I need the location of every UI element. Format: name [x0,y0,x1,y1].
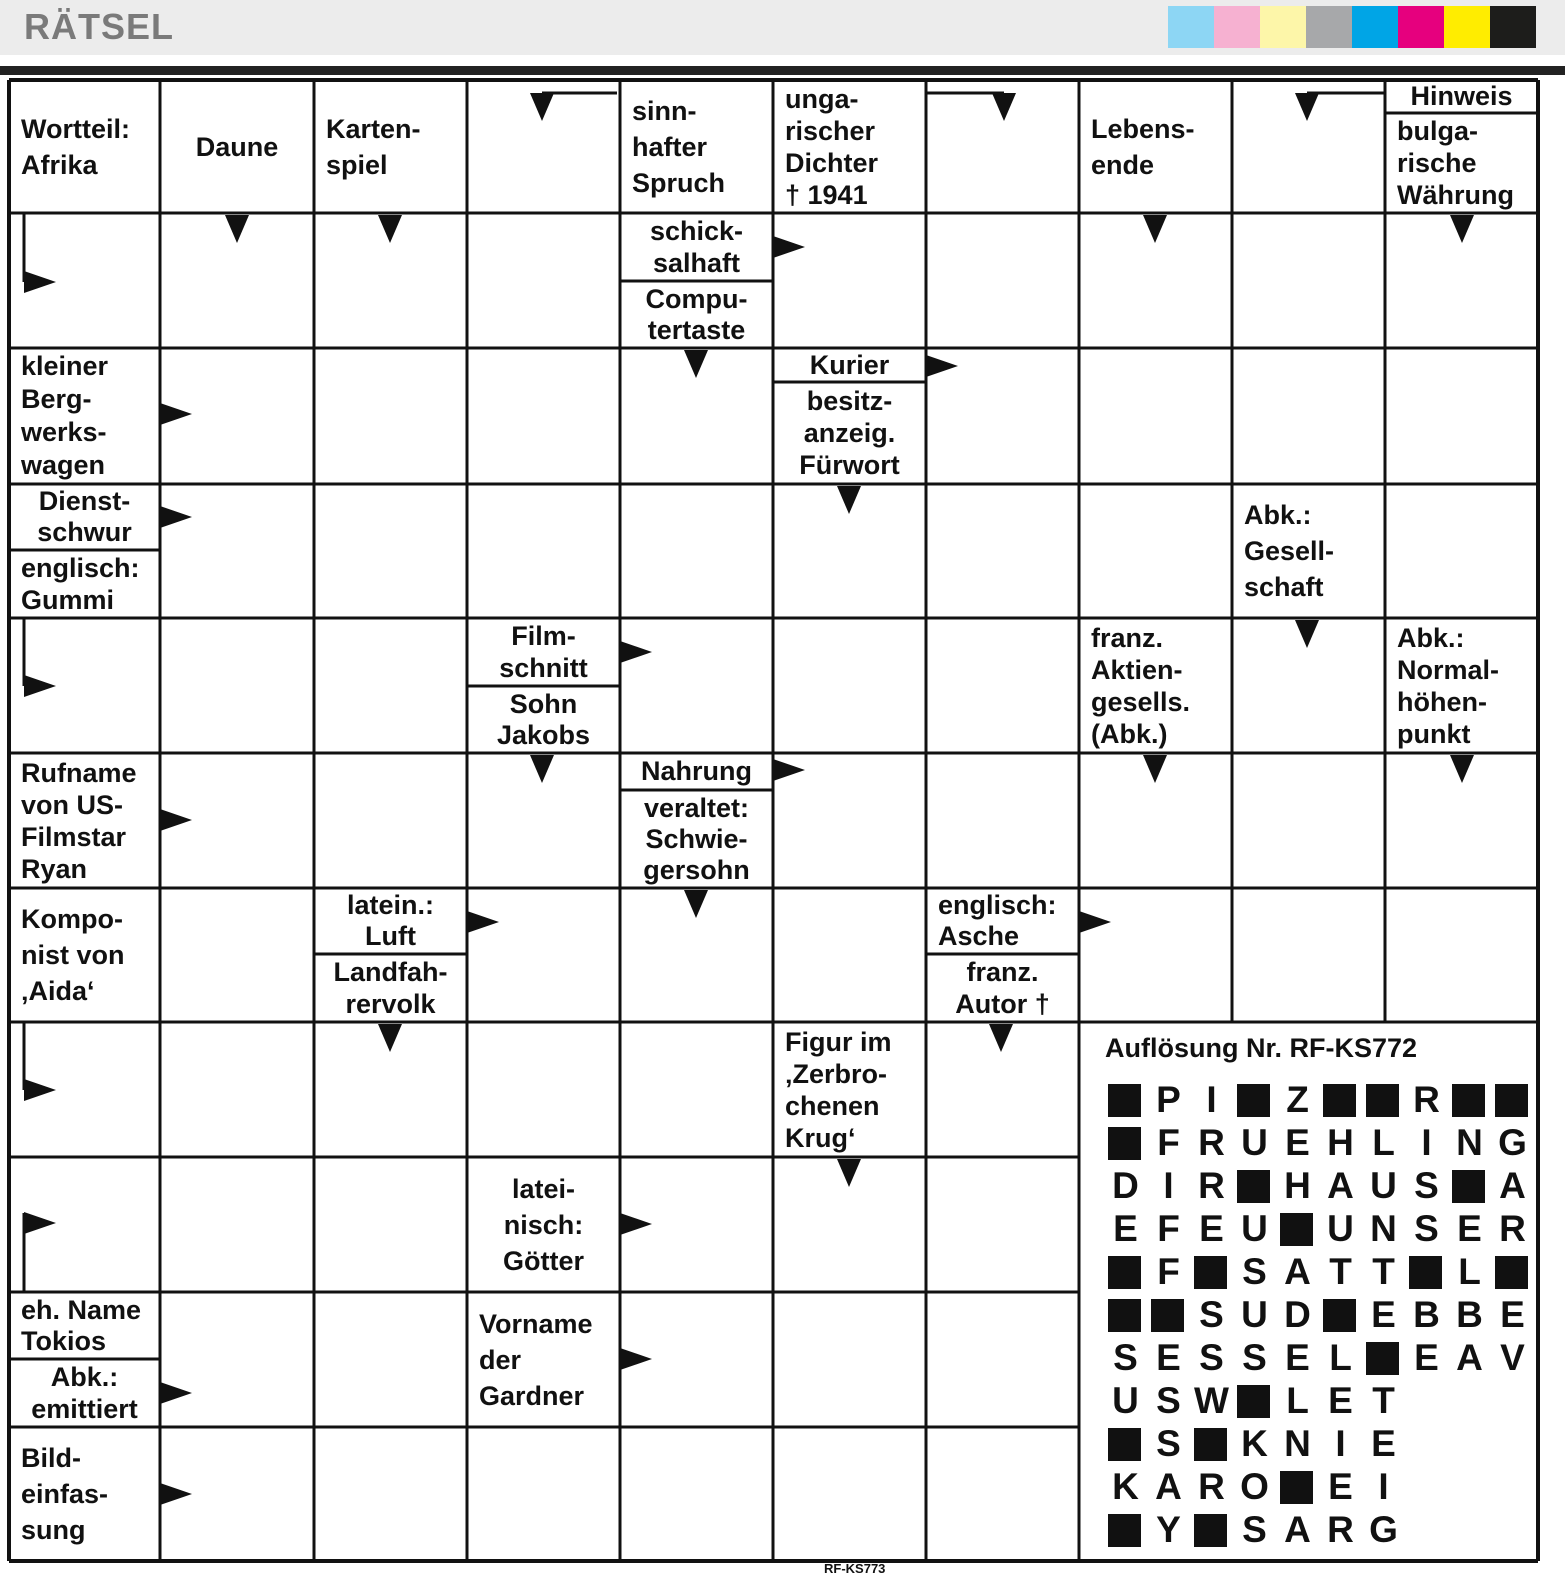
solution-block [1405,1252,1448,1292]
clue-text: Vorname der Gardner [479,1308,593,1411]
solution-block [1190,1424,1233,1464]
solution-letter: R [1327,1509,1354,1550]
black-square-icon [1280,1471,1313,1504]
arrow-down-icon [1295,620,1319,648]
solution-letter: S [1199,1294,1224,1335]
clue-text: englisch: Asche [938,890,1057,951]
arrow-right-icon [160,1382,192,1404]
solution-letter: D [1112,1165,1139,1206]
solution-letter: S [1156,1423,1181,1464]
clue-text: Lebens- ende [1091,113,1195,180]
solution-letter: I [1335,1423,1346,1464]
clue-text: eh. Name Tokios [21,1294,142,1356]
solution-letter: T [1329,1251,1352,1292]
solution-letter: E [1457,1208,1482,1249]
solution-letter: A [1155,1466,1182,1507]
arrow-down-icon [1143,215,1167,243]
solution-letter: U [1241,1122,1268,1163]
solution-block [1104,1252,1147,1292]
solution-block [1104,1295,1147,1335]
clue-text: Dienst- schwur [37,486,132,547]
arrow-right-icon [24,675,56,697]
black-square-icon [1237,1170,1270,1203]
solution-letter: S [1242,1251,1267,1292]
black-square-icon [1237,1084,1270,1117]
solution-row [1104,1467,1405,1507]
solution-letter: I [1206,1079,1217,1120]
black-square-icon [1366,1084,1399,1117]
clue-text: Landfah- rervolk [333,957,448,1019]
solution-letter: E [1285,1337,1310,1378]
solution-letter: E [1328,1380,1353,1421]
solution-letter: A [1284,1509,1311,1550]
black-square-icon [1495,1084,1528,1117]
arrow-down-icon [1143,755,1167,783]
arrow-down-icon [1295,93,1319,121]
clue-text: kleiner Berg- werks- wagen [21,351,109,480]
solution-letter: L [1329,1337,1352,1378]
arrow-down-icon [837,1159,861,1187]
black-square-icon [1323,1299,1356,1332]
solution-row [1104,1424,1405,1464]
solution-letter: R [1413,1079,1440,1120]
clue-text: unga- rischer Dichter † 1941 [785,83,879,210]
clue-text: Abk.: Gesell- schaft [1244,500,1335,602]
clue-text: Figur im ‚Zerbro- chenen Krug‘ [785,1026,892,1153]
clue-text: latein.: Luft [346,890,434,951]
solution-letter: O [1240,1466,1269,1507]
clue-text: Kurier [809,350,890,380]
solution-title: Auflösung Nr. RF-KS772 [1105,1033,1418,1063]
solution-letter: B [1413,1294,1440,1335]
clue-text: Daune [195,131,279,162]
solution-block [1362,1338,1405,1378]
clue-text: Karten- spiel [326,113,421,180]
solution-row [1104,1252,1534,1292]
clue-text: veraltet: Schwie- gersohn [643,792,750,885]
clue-text: Wortteil: Afrika [21,113,130,180]
black-square-icon [1108,1084,1141,1117]
solution-block [1276,1209,1319,1249]
solution-letter: H [1327,1122,1354,1163]
solution-letter: R [1198,1122,1225,1163]
black-square-icon [1194,1256,1227,1289]
solution-letter: W [1194,1380,1229,1421]
arrow-down-icon [684,890,708,918]
clue-text: Film- schnitt [499,621,588,683]
solution-row [1104,1510,1405,1550]
solution-letter: R [1198,1466,1225,1507]
clue-text: Rufname von US- Filmstar Ryan [21,757,137,884]
arrow-right-icon [24,1212,56,1234]
arrow-down-icon [225,215,249,243]
clue-text: Sohn Jakobs [496,688,591,750]
arrow-right-icon [24,271,56,293]
solution-block [1448,1166,1491,1206]
solution-block [1276,1467,1319,1507]
arrow-down-icon [684,350,708,378]
solution-letter: N [1456,1122,1483,1163]
clue-text: franz. Aktien- gesells. (Abk.) [1091,622,1191,749]
arrow-down-icon [1450,755,1474,783]
solution-letter: S [1113,1337,1138,1378]
clue-text: latei- nisch: Götter [503,1173,584,1276]
solution-row [1104,1166,1534,1206]
clue-text: schick- salhaft [649,216,744,278]
black-square-icon [1108,1299,1141,1332]
solution-letter: A [1284,1251,1311,1292]
arrow-right-icon [620,1348,652,1370]
solution-letter: A [1499,1165,1526,1206]
solution-letter: K [1112,1466,1139,1507]
arrow-down-icon [837,486,861,514]
solution-block [1147,1295,1190,1335]
arrow-down-icon [530,93,554,121]
arrow-right-icon [926,355,958,377]
solution-letter: F [1157,1208,1180,1249]
arrow-right-icon [620,641,652,663]
solution-letter: F [1157,1122,1180,1163]
solution-letter: H [1284,1165,1311,1206]
solution-letter: G [1498,1122,1527,1163]
clue-text: Kompo- nist von ‚Aida‘ [21,904,125,1006]
solution-letter: L [1286,1380,1309,1421]
solution-letter: U [1241,1208,1268,1249]
solution-letter: D [1284,1294,1311,1335]
page-title: RÄTSEL [24,6,174,47]
clue-text: Bild- einfas- sung [21,1443,109,1545]
black-square-icon [1108,1256,1141,1289]
black-square-icon [1409,1256,1442,1289]
solution-letter: A [1327,1165,1354,1206]
clue-text: Nahrung [641,756,752,786]
solution-block [1104,1080,1147,1120]
black-square-icon [1323,1084,1356,1117]
solution-block [1319,1295,1362,1335]
solution-letter: P [1156,1079,1181,1120]
black-square-icon [1495,1256,1528,1289]
solution-letter: I [1378,1466,1389,1507]
arrow-down-icon [530,755,554,783]
black-square-icon [1108,1127,1141,1160]
black-square-icon [1194,1428,1227,1461]
solution-block [1491,1080,1534,1120]
arrow-right-icon [24,1079,56,1101]
arrow-down-icon [992,93,1016,121]
solution-letter: S [1242,1509,1267,1550]
clue-text: sinn- hafter Spruch [632,95,726,198]
arrow-right-icon [1079,911,1111,933]
solution-row [1104,1209,1534,1249]
solution-letter: E [1371,1294,1396,1335]
clue-text: Compu- tertaste [645,283,748,345]
clue-text: Abk.: Normal- höhen- punkt [1397,622,1500,749]
solution-letter: N [1284,1423,1311,1464]
black-square-icon [1108,1428,1141,1461]
solution-letter: N [1370,1208,1397,1249]
clue-text: franz. Autor † [955,957,1050,1019]
solution-letter: S [1242,1337,1267,1378]
black-square-icon [1151,1299,1184,1332]
arrow-down-icon [1450,215,1474,243]
solution-letter: T [1372,1380,1395,1421]
solution-letter: R [1198,1165,1225,1206]
solution-block [1233,1166,1276,1206]
solution-letter: Y [1156,1509,1181,1550]
solution-letter: E [1328,1466,1353,1507]
arrow-right-icon [160,403,192,425]
clue-text: Abk.: emittiert [31,1362,138,1424]
solution-block [1448,1080,1491,1120]
solution-letter: B [1456,1294,1483,1335]
black-square-icon [1237,1385,1270,1418]
solution-letter: U [1370,1165,1397,1206]
solution-letter: E [1285,1122,1310,1163]
solution-letter: E [1371,1423,1396,1464]
arrow-right-icon [620,1213,652,1235]
solution-letter: U [1327,1208,1354,1249]
solution-row [1104,1295,1534,1335]
arrow-right-icon [773,759,805,781]
solution-letter: L [1458,1251,1481,1292]
solution-row [1104,1123,1534,1163]
clue-text: bulga- rische Währung [1397,116,1514,210]
black-square-icon [1452,1084,1485,1117]
solution-letter: E [1500,1294,1525,1335]
arrow-down-icon [989,1024,1013,1052]
solution-block [1491,1252,1534,1292]
black-square-icon [1452,1170,1485,1203]
solution-block [1190,1252,1233,1292]
arrow-down-icon [378,215,402,243]
black-square-icon [1194,1514,1227,1547]
solution-block [1104,1424,1147,1464]
clue-text: Hinweis [1410,81,1513,111]
solution-letter: I [1421,1122,1432,1163]
solution-letter: S [1414,1208,1439,1249]
solution-letter: U [1112,1380,1139,1421]
solution-block [1190,1510,1233,1550]
solution-letter: E [1113,1208,1138,1249]
solution-letter: I [1163,1165,1174,1206]
arrow-right-icon [467,911,499,933]
clue-text: besitz- anzeig. Fürwort [799,386,900,480]
black-square-icon [1108,1514,1141,1547]
solution-block [1104,1510,1147,1550]
solution-letter: G [1369,1509,1398,1550]
solution-letter: S [1156,1380,1181,1421]
puzzle-code: RF-KS773 [824,1561,886,1576]
solution-letter: T [1372,1251,1395,1292]
black-square-icon [1280,1213,1313,1246]
solution-letter: Z [1286,1079,1309,1120]
solution-block [1233,1080,1276,1120]
solution-block [1104,1123,1147,1163]
solution-row [1104,1381,1405,1421]
solution-block [1362,1080,1405,1120]
clue-text: englisch: Gummi [21,553,140,615]
arrow-right-icon [773,236,805,258]
solution-row [1104,1338,1534,1378]
arrow-right-icon [160,809,192,831]
arrow-right-icon [160,506,192,528]
solution-letter: V [1500,1337,1525,1378]
solution-letter: S [1414,1165,1439,1206]
solution-row [1104,1080,1534,1120]
solution-letter: S [1199,1337,1224,1378]
arrow-right-icon [160,1483,192,1505]
solution-letter: E [1156,1337,1181,1378]
solution-letter: E [1199,1208,1224,1249]
solution-letter: U [1241,1294,1268,1335]
solution-letter: K [1241,1423,1268,1464]
solution-letter: L [1372,1122,1395,1163]
solution-letter: F [1157,1251,1180,1292]
solution-letter: E [1414,1337,1439,1378]
solution-block [1233,1381,1276,1421]
arrow-down-icon [378,1024,402,1052]
solution-letter: R [1499,1208,1526,1249]
solution-block [1319,1080,1362,1120]
black-square-icon [1366,1342,1399,1375]
solution-letter: A [1456,1337,1483,1378]
